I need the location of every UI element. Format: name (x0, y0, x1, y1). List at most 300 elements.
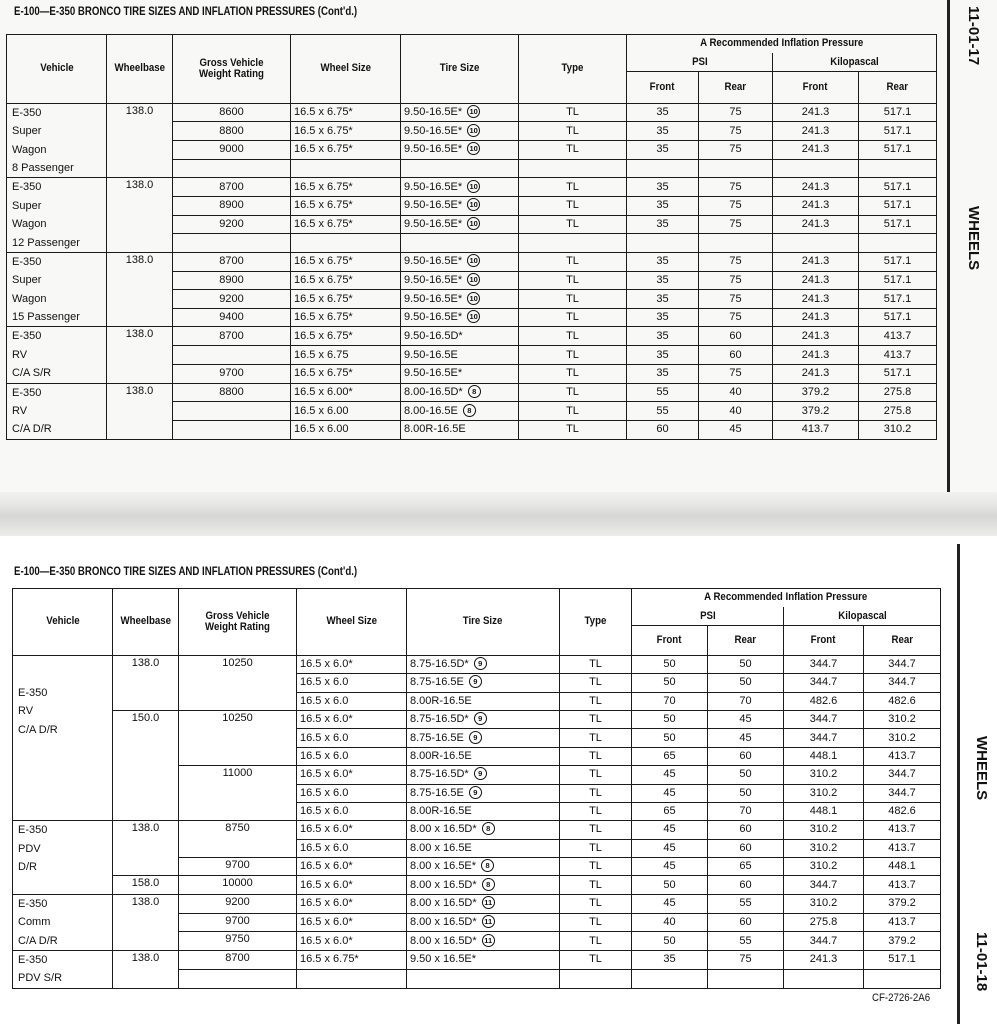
psi-front-cell: 35 (627, 364, 699, 383)
page-number: 11-01-17 (965, 6, 982, 66)
gvwr-cell: 9700 (179, 858, 297, 876)
vehicle-cell (13, 821, 113, 895)
kpa-front-cell: 344.7 (784, 932, 864, 951)
vehicle-line: Super (12, 274, 42, 287)
kpa-front-cell: 241.3 (773, 364, 859, 383)
kpa-front-cell: 310.2 (784, 821, 864, 839)
gvwr-cell: 8700 (179, 951, 297, 970)
psi-front-cell: 50 (632, 674, 708, 692)
footnote-circle-icon: 9 (469, 731, 482, 744)
gvwr-cell: 8900 (173, 271, 291, 290)
side-rule (947, 0, 950, 492)
tire-size-text: 8.00 x 16.5D* (410, 934, 477, 947)
kpa-front-cell: 241.3 (773, 196, 859, 215)
wheel-size-cell: 16.5 x 6.75* (291, 252, 401, 271)
tire-size-text: 9.50-16.5E* (404, 124, 463, 137)
psi-front-cell: 55 (627, 383, 699, 402)
kpa-rear-cell: 413.7 (864, 876, 941, 894)
wheel-size-cell: 16.5 x 6.0* (297, 876, 407, 894)
psi-rear-cell: 45 (699, 421, 773, 440)
tire-size-cell (407, 802, 560, 820)
kpa-rear-cell: 517.1 (859, 364, 937, 383)
kpa-front-cell: 241.3 (773, 271, 859, 290)
kpa-rear-cell: 482.6 (864, 802, 941, 820)
wheel-size-cell (297, 969, 407, 988)
page-title: E-100—E-350 BRONCO TIRE SIZES AND INFLATION PRESSURES (Cont'd.) (14, 6, 358, 18)
col-header-gvwr: Gross Vehicle Weight Rating (179, 589, 297, 656)
footnote-circle-icon: 9 (469, 675, 482, 688)
psi-rear-cell: 75 (699, 103, 773, 122)
kpa-front-cell: 241.3 (773, 215, 859, 234)
psi-front-cell: 50 (632, 655, 708, 673)
psi-front-cell: 35 (627, 346, 699, 365)
footnote-circle-icon: 8 (482, 822, 495, 835)
tire-size-cell (407, 969, 560, 988)
psi-front-cell: 50 (632, 710, 708, 728)
psi-rear-cell: 75 (699, 122, 773, 141)
psi-front-cell: 35 (627, 327, 699, 346)
tire-size-cell (407, 692, 560, 710)
table-row (7, 327, 937, 346)
kpa-front-cell (773, 159, 859, 178)
vehicle-cell (7, 383, 107, 439)
psi-rear-cell: 75 (699, 271, 773, 290)
psi-front-cell (627, 159, 699, 178)
gvwr-cell: 9200 (173, 215, 291, 234)
wheel-size-cell: 16.5 x 6.75* (291, 122, 401, 141)
wheel-size-cell: 16.5 x 6.0* (297, 894, 407, 913)
psi-front-cell: 65 (632, 802, 708, 820)
tire-size-text: 8.75-16.5E (410, 786, 464, 799)
page-gutter (0, 492, 997, 536)
tire-size-text: 9.50-16.5E* (404, 180, 463, 193)
wheel-size-cell: 16.5 x 6.0 (297, 784, 407, 802)
tire-size-cell (407, 784, 560, 802)
wheel-size-cell: 16.5 x 6.0* (297, 766, 407, 784)
vehicle-line: Wagon (12, 218, 47, 231)
wheelbase-cell: 138.0 (113, 655, 179, 710)
col-header-kilopascal: Kilopascal (773, 53, 937, 71)
wheel-size-cell: 16.5 x 6.75* (291, 141, 401, 160)
wheel-size-cell: 16.5 x 6.75* (291, 327, 401, 346)
tire-size-cell (407, 951, 560, 970)
col-header-pressure: A Recommended Inflation Pressure (632, 589, 941, 607)
type-cell: TL (560, 858, 632, 876)
kpa-front-cell (784, 969, 864, 988)
wheel-size-cell: 16.5 x 6.00* (291, 383, 401, 402)
wheel-size-cell: 16.5 x 6.0 (297, 674, 407, 692)
type-cell: TL (560, 655, 632, 673)
table-row (13, 894, 941, 913)
psi-front-cell: 35 (627, 271, 699, 290)
kpa-front-cell: 344.7 (784, 710, 864, 728)
tire-size-text: 9.50-16.5E* (404, 255, 463, 268)
footnote-circle-icon: 10 (467, 310, 480, 323)
table-row (7, 103, 937, 122)
psi-rear-cell: 55 (708, 894, 784, 913)
gvwr-cell: 9200 (179, 894, 297, 913)
kpa-front-cell (773, 234, 859, 253)
kpa-front-cell: 310.2 (784, 858, 864, 876)
psi-front-cell: 70 (632, 692, 708, 710)
type-cell: TL (560, 932, 632, 951)
kpa-rear-cell: 413.7 (859, 346, 937, 365)
psi-rear-cell: 75 (708, 951, 784, 970)
tire-size-cell (407, 876, 560, 894)
psi-rear-cell: 50 (708, 655, 784, 673)
tire-size-cell (407, 710, 560, 728)
tire-size-text: 8.00-16.5D* (404, 386, 463, 398)
psi-rear-cell: 75 (699, 290, 773, 309)
type-cell (519, 234, 627, 253)
kpa-rear-cell: 517.1 (859, 122, 937, 141)
type-cell: TL (519, 122, 627, 141)
kpa-rear-cell: 517.1 (859, 196, 937, 215)
gvwr-cell: 10000 (179, 876, 297, 894)
psi-rear-cell: 65 (708, 858, 784, 876)
section-label: WHEELS (965, 206, 982, 271)
psi-rear-cell: 60 (708, 747, 784, 765)
wheel-size-cell: 16.5 x 6.00 (291, 402, 401, 421)
footnote-circle-icon: 10 (467, 124, 480, 137)
footnote-circle-icon: 9 (469, 786, 482, 799)
wheelbase-cell: 158.0 (113, 876, 179, 894)
vehicle-line: 12 Passenger (12, 236, 80, 249)
tire-size-cell (401, 327, 519, 346)
tire-size-cell (407, 839, 560, 857)
vehicle-line: E-350 (12, 106, 42, 119)
col-header-wheel-size: Wheel Size (297, 589, 407, 656)
table-row (13, 655, 941, 673)
footnote-circle-icon: 10 (467, 142, 480, 155)
kpa-front-cell: 241.3 (773, 141, 859, 160)
kpa-front-cell: 241.3 (773, 290, 859, 309)
kpa-front-cell: 379.2 (773, 383, 859, 402)
gvwr-cell (179, 969, 297, 988)
kpa-front-cell: 310.2 (784, 894, 864, 913)
footnote-circle-icon: 10 (467, 180, 480, 193)
vehicle-line: PDV (18, 842, 41, 855)
gvwr-cell (173, 234, 291, 253)
vehicle-line: C/A D/R (18, 934, 58, 947)
vehicle-line: PDV S/R (18, 972, 63, 985)
psi-front-cell (632, 969, 708, 988)
col-header-psi-rear: Rear (699, 71, 773, 103)
footnote-circle-icon: 10 (467, 198, 480, 211)
gvwr-cell (173, 421, 291, 440)
kpa-rear-cell: 310.2 (864, 710, 941, 728)
footnote-circle-icon: 8 (482, 878, 495, 891)
wheel-size-cell: 16.5 x 6.75* (297, 951, 407, 970)
kpa-rear-cell (859, 159, 937, 178)
gvwr-cell: 8750 (179, 821, 297, 858)
vehicle-line: Super (12, 125, 42, 138)
type-cell: TL (519, 252, 627, 271)
vehicle-line: Comm (18, 916, 51, 929)
tire-size-text: 8.00R-16.5E (404, 423, 466, 436)
tire-size-cell (407, 674, 560, 692)
kpa-front-cell: 344.7 (784, 876, 864, 894)
col-header-kilopascal: Kilopascal (784, 607, 941, 625)
footnote-circle-icon: 11 (482, 915, 495, 928)
kpa-front-cell: 241.3 (773, 103, 859, 122)
table-row (7, 178, 937, 197)
tire-size-cell (401, 159, 519, 178)
col-header-wheelbase: Wheelbase (107, 35, 173, 104)
tire-size-cell (401, 308, 519, 327)
wheel-size-cell: 16.5 x 6.75* (291, 178, 401, 197)
psi-rear-cell: 60 (699, 346, 773, 365)
gvwr-cell: 10250 (179, 655, 297, 710)
tire-size-cell (401, 290, 519, 309)
footnote-circle-icon: 11 (482, 896, 495, 909)
kpa-rear-cell: 448.1 (864, 858, 941, 876)
side-rule (957, 544, 960, 1024)
type-cell: TL (519, 364, 627, 383)
psi-front-cell: 40 (632, 913, 708, 932)
col-header-kpa-front: Front (773, 71, 859, 103)
kpa-front-cell: 241.3 (773, 122, 859, 141)
vehicle-line: Wagon (12, 292, 47, 305)
psi-front-cell (627, 234, 699, 253)
wheel-size-cell: 16.5 x 6.0 (297, 747, 407, 765)
table-row (13, 821, 941, 839)
kpa-rear-cell: 413.7 (864, 913, 941, 932)
tire-size-cell (401, 196, 519, 215)
tire-size-cell (407, 655, 560, 673)
gvwr-cell: 9000 (173, 141, 291, 160)
footnote-circle-icon: 10 (467, 292, 480, 305)
kpa-rear-cell: 310.2 (864, 729, 941, 747)
kpa-rear-cell: 413.7 (864, 747, 941, 765)
type-cell: TL (519, 290, 627, 309)
footnote-circle-icon: 8 (481, 859, 494, 872)
footnote-circle-icon: 8 (468, 385, 481, 398)
psi-rear-cell: 75 (699, 141, 773, 160)
tire-size-cell (401, 346, 519, 365)
psi-rear-cell: 75 (699, 178, 773, 197)
tire-size-cell (407, 913, 560, 932)
vehicle-cell (13, 894, 113, 950)
tire-size-text: 8.75-16.5E (410, 731, 464, 744)
col-header-psi: PSI (632, 607, 784, 625)
psi-rear-cell: 50 (708, 766, 784, 784)
gvwr-cell: 11000 (179, 766, 297, 821)
psi-front-cell: 35 (627, 178, 699, 197)
psi-rear-cell: 70 (708, 802, 784, 820)
type-cell: TL (519, 327, 627, 346)
kpa-front-cell: 241.3 (784, 951, 864, 970)
wheelbase-cell: 138.0 (107, 178, 173, 253)
tire-size-text: 8.00R-16.5E (410, 805, 472, 818)
tire-size-text: 8.00 x 16.5E* (410, 860, 477, 873)
vehicle-line: E-350 (12, 181, 42, 194)
kpa-front-cell: 413.7 (773, 421, 859, 440)
manual-page-11-01-17 (0, 0, 997, 492)
wheel-size-cell: 16.5 x 6.0 (297, 839, 407, 857)
vehicle-line: E-350 (18, 686, 48, 699)
wheelbase-cell: 138.0 (107, 383, 173, 439)
psi-rear-cell (708, 969, 784, 988)
wheel-size-cell: 16.5 x 6.0 (297, 692, 407, 710)
tire-size-text: 8.75-16.5D* (410, 768, 469, 781)
kpa-rear-cell: 344.7 (864, 766, 941, 784)
kpa-front-cell: 310.2 (784, 839, 864, 857)
gvwr-cell (173, 346, 291, 365)
wheelbase-cell: 138.0 (113, 821, 179, 876)
footnote-circle-icon: 8 (463, 404, 476, 417)
tire-size-text: 9.50-16.5E* (404, 217, 463, 230)
type-cell: TL (560, 876, 632, 894)
tire-size-text: 9.50-16.5E* (404, 143, 463, 156)
wheel-size-cell: 16.5 x 6.75* (291, 308, 401, 327)
vehicle-cell (7, 103, 107, 178)
tire-size-text: 9.50-16.5E (404, 348, 458, 361)
wheel-size-cell (291, 234, 401, 253)
psi-rear-cell: 50 (708, 674, 784, 692)
type-cell: TL (560, 692, 632, 710)
kpa-front-cell: 482.6 (784, 692, 864, 710)
kpa-rear-cell: 517.1 (859, 252, 937, 271)
kpa-front-cell: 241.3 (773, 178, 859, 197)
tire-size-cell (407, 932, 560, 951)
tire-size-text: 9.50-16.5E* (404, 199, 463, 212)
tire-size-cell (407, 729, 560, 747)
type-cell: TL (560, 766, 632, 784)
footnote-circle-icon: 9 (474, 657, 487, 670)
wheel-size-cell: 16.5 x 6.0 (297, 802, 407, 820)
kpa-front-cell: 275.8 (784, 913, 864, 932)
footnote-circle-icon: 10 (467, 273, 480, 286)
kpa-front-cell: 344.7 (784, 674, 864, 692)
type-cell (519, 159, 627, 178)
kpa-rear-cell: 275.8 (859, 402, 937, 421)
col-header-type: Type (519, 35, 627, 104)
kpa-rear-cell (864, 969, 941, 988)
gvwr-cell: 9700 (173, 364, 291, 383)
psi-rear-cell: 75 (699, 364, 773, 383)
tire-size-text: 8.00 x 16.5D* (410, 878, 477, 891)
tire-size-text: 9.50 x 16.5E* (410, 953, 477, 966)
wheel-size-cell: 16.5 x 6.75 (291, 346, 401, 365)
psi-front-cell: 35 (627, 122, 699, 141)
type-cell: TL (560, 913, 632, 932)
type-cell: TL (560, 894, 632, 913)
table-row (7, 383, 937, 402)
gvwr-cell (173, 402, 291, 421)
tire-size-text: 8.00 x 16.5D* (410, 823, 477, 836)
tire-size-cell (401, 178, 519, 197)
gvwr-cell: 10250 (179, 710, 297, 765)
page-number: 11-01-18 (973, 932, 990, 992)
tire-size-text: 8.75-16.5D* (410, 713, 469, 726)
kpa-rear-cell: 413.7 (859, 327, 937, 346)
gvwr-cell: 9750 (179, 932, 297, 951)
vehicle-line: RV (12, 405, 28, 418)
vehicle-line: E-350 (18, 897, 48, 910)
psi-rear-cell: 60 (699, 327, 773, 346)
psi-front-cell: 35 (627, 252, 699, 271)
kpa-rear-cell: 344.7 (864, 674, 941, 692)
gvwr-cell: 8600 (173, 103, 291, 122)
kpa-rear-cell: 517.1 (859, 290, 937, 309)
tire-size-cell (401, 215, 519, 234)
kpa-rear-cell: 379.2 (864, 932, 941, 951)
tire-size-cell (401, 383, 519, 402)
vehicle-line: E-350 (12, 386, 42, 399)
col-header-kpa-rear: Rear (864, 625, 941, 655)
vehicle-line: 8 Passenger (12, 161, 74, 174)
wheel-size-cell: 16.5 x 6.75* (291, 271, 401, 290)
psi-rear-cell: 60 (708, 913, 784, 932)
tire-size-cell (401, 252, 519, 271)
type-cell: TL (560, 802, 632, 820)
psi-rear-cell: 70 (708, 692, 784, 710)
col-header-vehicle: Vehicle (7, 35, 107, 104)
kpa-front-cell: 310.2 (784, 784, 864, 802)
gvwr-cell: 8900 (173, 196, 291, 215)
kpa-rear-cell: 517.1 (859, 271, 937, 290)
col-header-type: Type (560, 589, 632, 656)
kpa-front-cell: 310.2 (784, 766, 864, 784)
footnote-circle-icon: 10 (467, 254, 480, 267)
tire-size-cell (401, 141, 519, 160)
kpa-rear-cell: 413.7 (864, 839, 941, 857)
wheel-size-cell: 16.5 x 6.00 (291, 421, 401, 440)
gvwr-cell: 8700 (173, 178, 291, 197)
wheel-size-cell: 16.5 x 6.0* (297, 655, 407, 673)
col-header-vehicle: Vehicle (13, 589, 113, 656)
tire-pressure-table (12, 588, 941, 989)
type-cell: TL (519, 402, 627, 421)
gvwr-cell: 9200 (173, 290, 291, 309)
vehicle-cell (7, 178, 107, 253)
psi-rear-cell: 75 (699, 215, 773, 234)
psi-front-cell: 45 (632, 784, 708, 802)
tire-size-cell (401, 402, 519, 421)
vehicle-line: C/A D/R (12, 423, 52, 436)
psi-rear-cell: 60 (708, 839, 784, 857)
psi-front-cell: 50 (632, 932, 708, 951)
type-cell: TL (519, 346, 627, 365)
gvwr-cell: 9700 (179, 913, 297, 932)
tire-size-cell (407, 747, 560, 765)
col-header-psi-front: Front (627, 71, 699, 103)
type-cell: TL (560, 951, 632, 970)
figure-code: CF-2726-2A6 (872, 992, 931, 1004)
kpa-rear-cell: 344.7 (864, 784, 941, 802)
wheel-size-cell: 16.5 x 6.75* (291, 215, 401, 234)
table-row (7, 252, 937, 271)
col-header-kpa-front: Front (784, 625, 864, 655)
tire-size-cell (401, 234, 519, 253)
type-cell: TL (560, 710, 632, 728)
footnote-circle-icon: 10 (467, 217, 480, 230)
psi-front-cell: 45 (632, 839, 708, 857)
psi-front-cell: 65 (632, 747, 708, 765)
wheel-size-cell: 16.5 x 6.75* (291, 364, 401, 383)
psi-front-cell: 45 (632, 766, 708, 784)
psi-rear-cell: 40 (699, 383, 773, 402)
type-cell: TL (560, 747, 632, 765)
kpa-rear-cell: 482.6 (864, 692, 941, 710)
psi-front-cell: 35 (627, 141, 699, 160)
tire-size-cell (407, 766, 560, 784)
wheel-size-cell: 16.5 x 6.0* (297, 932, 407, 951)
tire-size-text: 9.50-16.5E* (404, 106, 463, 119)
wheel-size-cell: 16.5 x 6.0* (297, 858, 407, 876)
psi-front-cell: 35 (627, 290, 699, 309)
